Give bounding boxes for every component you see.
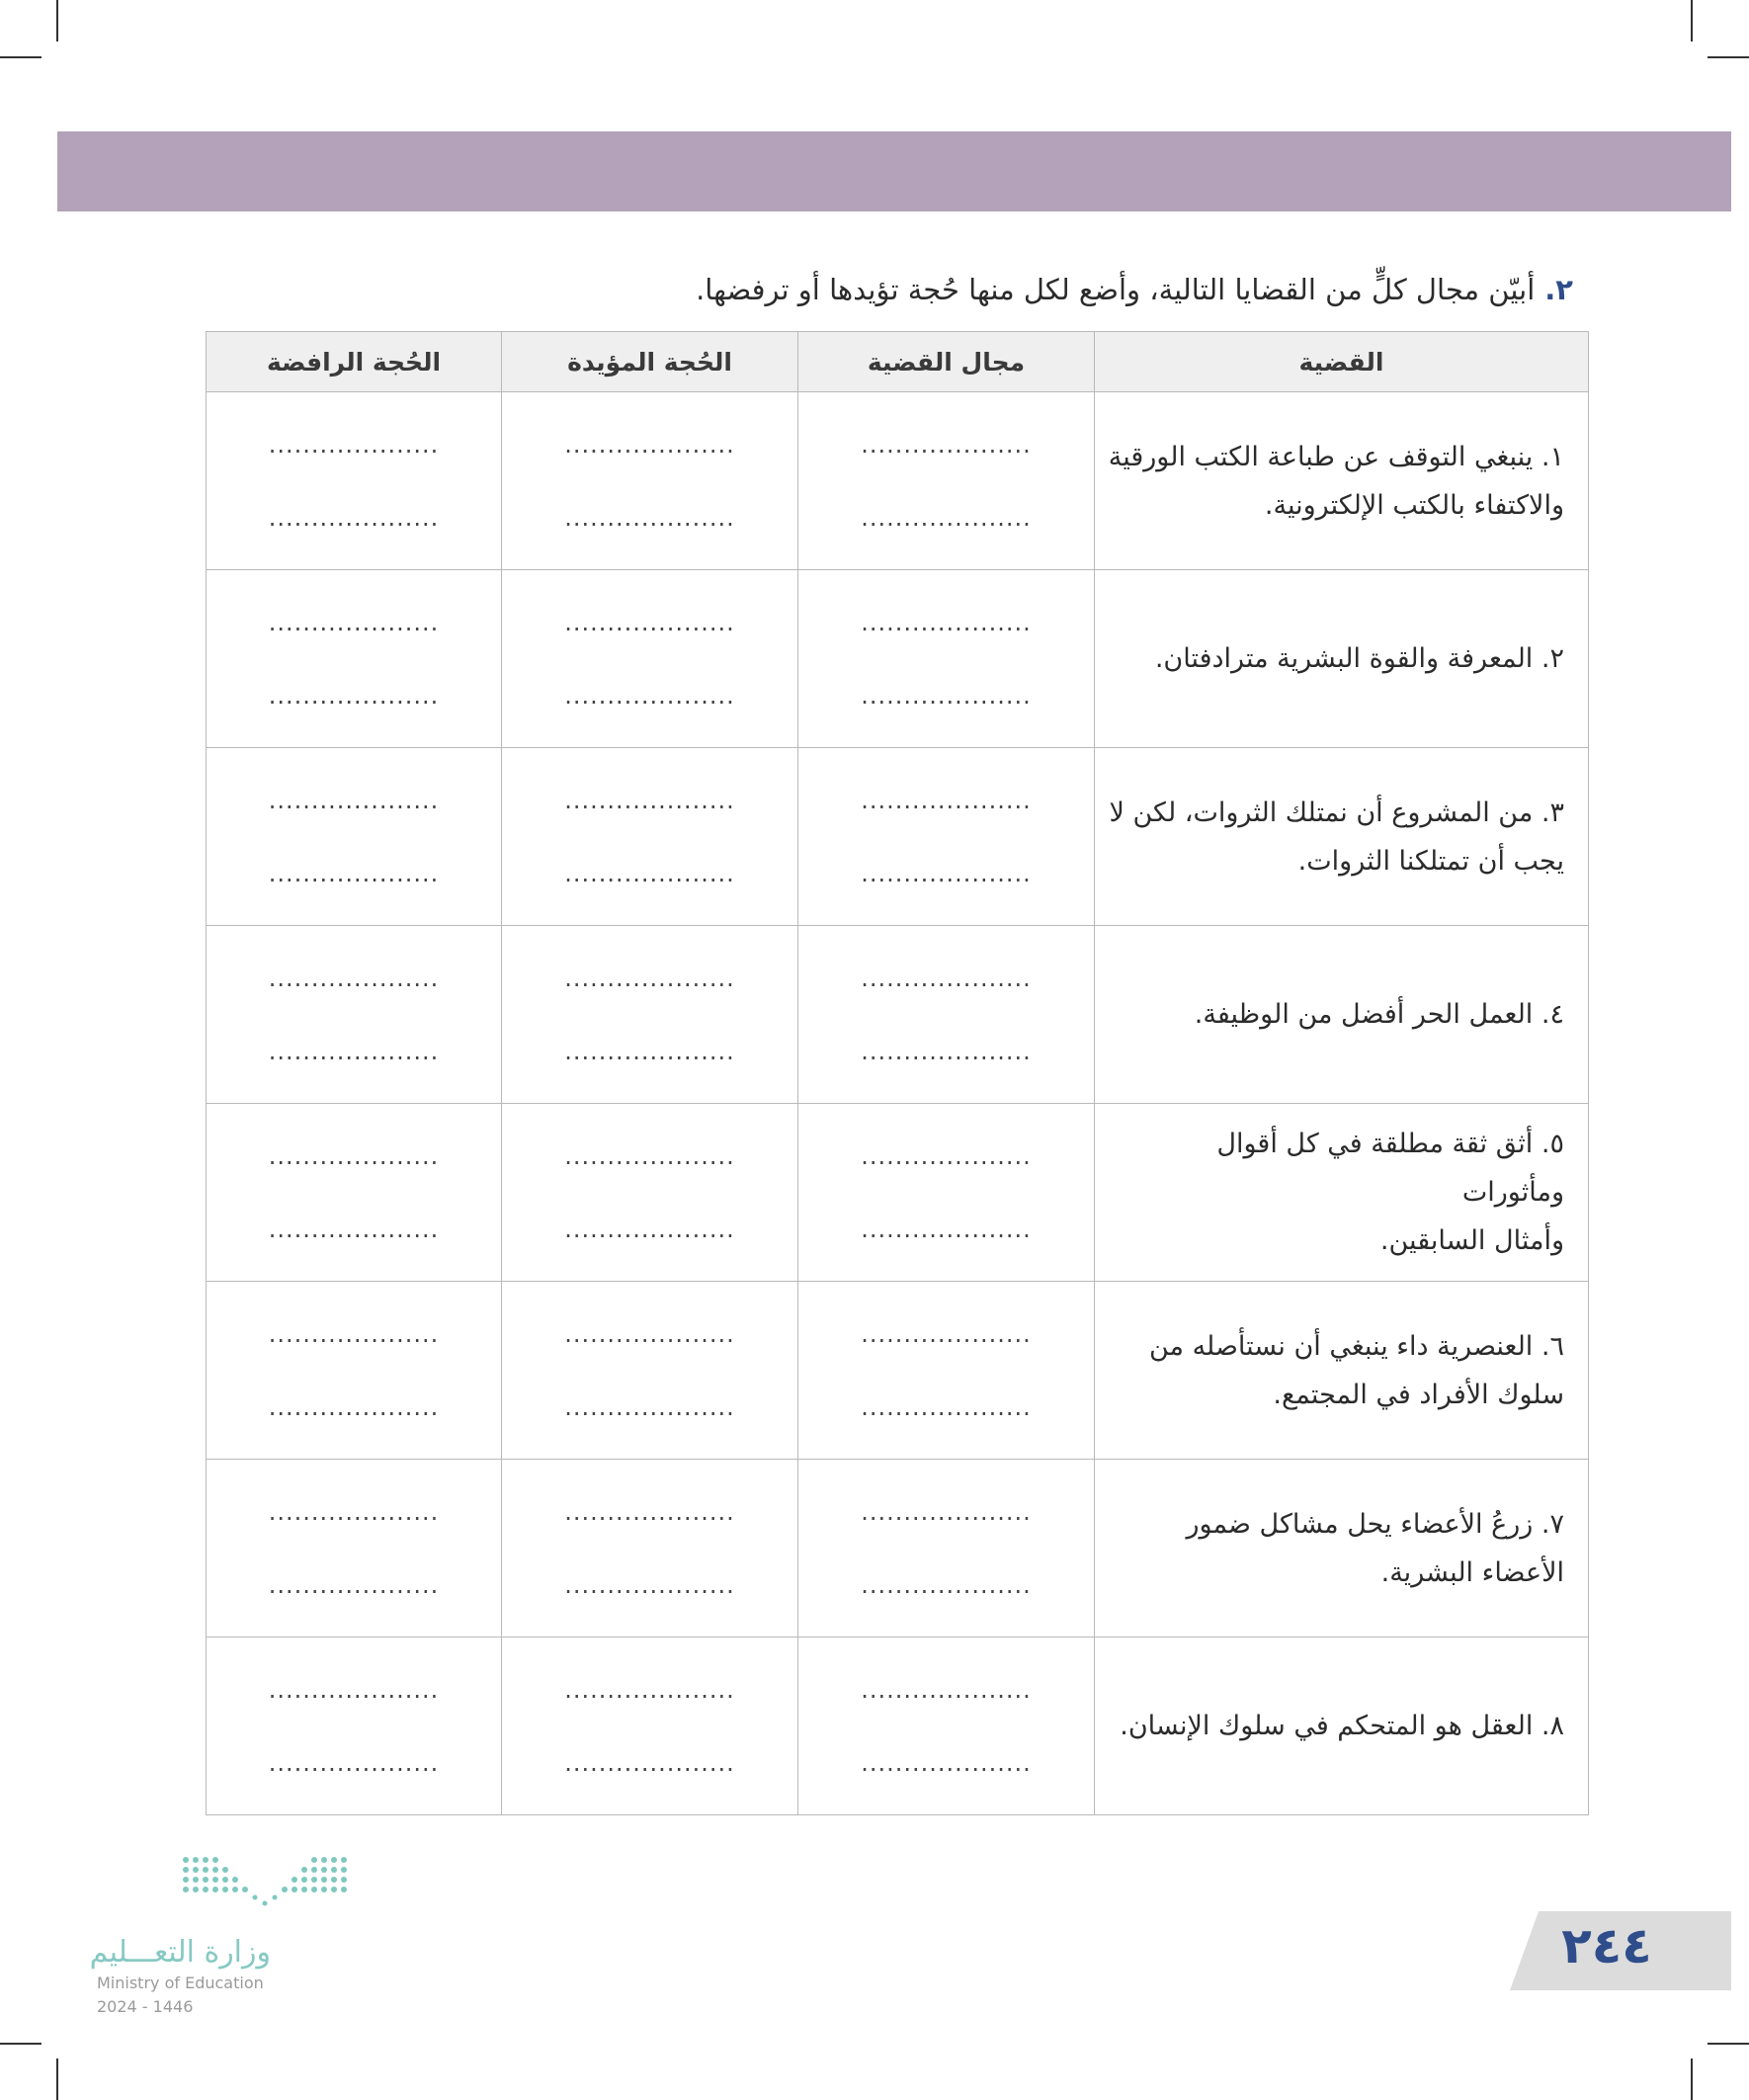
dotted-answer-line: .................... bbox=[268, 503, 440, 532]
issue-text-line: يجب أن تمتلكنا الثروات. bbox=[1297, 845, 1564, 877]
header-supporting-argument: الحُجة المؤيدة bbox=[502, 332, 798, 392]
table-row bbox=[207, 392, 1589, 570]
supporting-answer-cell[interactable] bbox=[502, 1282, 798, 1460]
domain-answer-cell[interactable] bbox=[798, 570, 1095, 748]
issue-text-line: ٨. العقل هو المتحكم في سلوك الإنسان. bbox=[1120, 1711, 1564, 1741]
issue-cell bbox=[1095, 926, 1589, 1104]
dotted-answer-line: .................... bbox=[564, 1141, 735, 1170]
issue-text-line: ٧. زرعُ الأعضاء يحل مشاكل ضمور bbox=[1186, 1508, 1564, 1540]
dotted-answer-line: .................... bbox=[564, 1215, 735, 1243]
opposing-answer-cell[interactable] bbox=[207, 1460, 502, 1638]
supporting-answer-cell[interactable] bbox=[502, 1638, 798, 1815]
ministry-name-arabic: وزارة التعـــليم bbox=[89, 1935, 271, 1970]
issue-text-line: ٦. العنصرية داء ينبغي أن نستأصله من bbox=[1148, 1330, 1564, 1362]
dotted-answer-line: .................... bbox=[861, 1215, 1032, 1243]
ministry-logo bbox=[89, 1854, 350, 2022]
supporting-answer-cell[interactable] bbox=[502, 1460, 798, 1638]
dotted-answer-line: .................... bbox=[268, 1037, 440, 1065]
issue-cell bbox=[1095, 1282, 1589, 1460]
table-row bbox=[207, 1638, 1589, 1815]
crop-mark bbox=[56, 0, 58, 42]
dotted-answer-line: .................... bbox=[861, 608, 1032, 636]
dotted-answer-line: .................... bbox=[268, 608, 440, 636]
dotted-answer-line: .................... bbox=[861, 1141, 1032, 1170]
issue-text-line: الأعضاء البشرية. bbox=[1380, 1556, 1564, 1588]
edition-year: 2024 - 1446 bbox=[97, 1997, 194, 2016]
domain-answer-cell[interactable] bbox=[798, 748, 1095, 926]
opposing-answer-cell[interactable] bbox=[207, 1282, 502, 1460]
dotted-answer-line: .................... bbox=[564, 964, 735, 992]
dotted-answer-line: .................... bbox=[564, 1319, 735, 1348]
dotted-answer-line: .................... bbox=[861, 1748, 1032, 1777]
dotted-answer-line: .................... bbox=[564, 1037, 735, 1065]
dotted-answer-line: .................... bbox=[861, 786, 1032, 814]
table-row bbox=[207, 570, 1589, 748]
issue-cell bbox=[1095, 1104, 1589, 1282]
table-row bbox=[207, 748, 1589, 926]
opposing-answer-cell[interactable] bbox=[207, 1638, 502, 1815]
table-row bbox=[207, 1104, 1589, 1282]
table-row bbox=[207, 926, 1589, 1104]
crop-mark bbox=[1707, 56, 1749, 58]
dotted-answer-line: .................... bbox=[268, 1141, 440, 1170]
header-domain: مجال القضية bbox=[798, 332, 1095, 392]
dotted-answer-line: .................... bbox=[861, 964, 1032, 992]
issue-cell bbox=[1095, 570, 1589, 748]
dotted-answer-line: .................... bbox=[861, 430, 1032, 459]
dotted-answer-line: .................... bbox=[564, 1675, 735, 1704]
dotted-answer-line: .................... bbox=[861, 681, 1032, 710]
question-prompt bbox=[696, 273, 1573, 306]
crop-mark bbox=[0, 2043, 42, 2045]
crop-mark bbox=[1691, 0, 1693, 42]
opposing-answer-cell[interactable] bbox=[207, 926, 502, 1104]
dotted-answer-line: .................... bbox=[861, 1319, 1032, 1348]
domain-answer-cell[interactable] bbox=[798, 1638, 1095, 1815]
supporting-answer-cell[interactable] bbox=[502, 570, 798, 748]
crop-mark bbox=[56, 2058, 58, 2100]
page-number-box bbox=[1510, 1911, 1731, 1990]
dotted-answer-line: .................... bbox=[861, 859, 1032, 887]
issue-cell bbox=[1095, 1638, 1589, 1815]
page-number: ٢٤٤ bbox=[1561, 1917, 1652, 1974]
dotted-answer-line: .................... bbox=[564, 681, 735, 710]
issue-text-line: والاكتفاء بالكتب الإلكترونية. bbox=[1264, 489, 1564, 521]
issue-cell bbox=[1095, 748, 1589, 926]
dotted-answer-line: .................... bbox=[564, 503, 735, 532]
issue-text-line: ٥. أثق ثقة مطلقة في كل أقوال ومأثورات bbox=[1216, 1129, 1564, 1208]
table-row bbox=[207, 1460, 1589, 1638]
ministry-name-english: Ministry of Education bbox=[97, 1974, 264, 1992]
dotted-answer-line: .................... bbox=[564, 1392, 735, 1421]
issue-text-line: ٣. من المشروع أن نمتلك الثروات، لكن لا bbox=[1109, 797, 1564, 828]
issues-table bbox=[206, 331, 1589, 1815]
domain-answer-cell[interactable] bbox=[798, 392, 1095, 570]
dotted-answer-line: .................... bbox=[564, 1497, 735, 1526]
header-issue: القضية bbox=[1095, 332, 1589, 392]
opposing-answer-cell[interactable] bbox=[207, 392, 502, 570]
dotted-answer-line: .................... bbox=[861, 1392, 1032, 1421]
dotted-answer-line: .................... bbox=[861, 1570, 1032, 1599]
ministry-logo-icon bbox=[180, 1854, 350, 1913]
dotted-answer-line: .................... bbox=[564, 608, 735, 636]
opposing-answer-cell[interactable] bbox=[207, 570, 502, 748]
dotted-answer-line: .................... bbox=[861, 1497, 1032, 1526]
opposing-answer-cell[interactable] bbox=[207, 1104, 502, 1282]
crop-mark bbox=[1707, 2043, 1749, 2045]
supporting-answer-cell[interactable] bbox=[502, 392, 798, 570]
domain-answer-cell[interactable] bbox=[798, 926, 1095, 1104]
dotted-answer-line: .................... bbox=[268, 1497, 440, 1526]
question-number: ٢. bbox=[1544, 273, 1573, 306]
dotted-answer-line: .................... bbox=[268, 430, 440, 459]
supporting-answer-cell[interactable] bbox=[502, 748, 798, 926]
issue-cell bbox=[1095, 1460, 1589, 1638]
dotted-answer-line: .................... bbox=[268, 1675, 440, 1704]
crop-mark bbox=[1691, 2058, 1693, 2100]
domain-answer-cell[interactable] bbox=[798, 1282, 1095, 1460]
supporting-answer-cell[interactable] bbox=[502, 1104, 798, 1282]
issue-cell bbox=[1095, 392, 1589, 570]
dotted-answer-line: .................... bbox=[861, 1037, 1032, 1065]
dotted-answer-line: .................... bbox=[268, 1392, 440, 1421]
issue-text-line: ٤. العمل الحر أفضل من الوظيفة. bbox=[1194, 999, 1564, 1030]
dotted-answer-line: .................... bbox=[861, 1675, 1032, 1704]
crop-mark bbox=[0, 56, 42, 58]
dotted-answer-line: .................... bbox=[861, 503, 1032, 532]
dotted-answer-line: .................... bbox=[268, 859, 440, 887]
dotted-answer-line: .................... bbox=[268, 1319, 440, 1348]
table-row bbox=[207, 1282, 1589, 1460]
domain-answer-cell[interactable] bbox=[798, 1104, 1095, 1282]
opposing-answer-cell[interactable] bbox=[207, 748, 502, 926]
dotted-answer-line: .................... bbox=[564, 786, 735, 814]
domain-answer-cell[interactable] bbox=[798, 1460, 1095, 1638]
dotted-answer-line: .................... bbox=[268, 964, 440, 992]
dotted-answer-line: .................... bbox=[268, 786, 440, 814]
question-text: أبيّن مجال كلٍّ من القضايا التالية، وأضع لكل منها حُجة تؤيدها أو ترفضها. bbox=[696, 273, 1536, 306]
issue-text-line: ٢. المعرفة والقوة البشرية مترادفتان. bbox=[1154, 643, 1564, 674]
table-header-row bbox=[207, 332, 1589, 392]
dotted-answer-line: .................... bbox=[268, 1215, 440, 1243]
dotted-answer-line: .................... bbox=[564, 1748, 735, 1777]
dotted-answer-line: .................... bbox=[268, 1748, 440, 1777]
dotted-answer-line: .................... bbox=[564, 430, 735, 459]
dotted-answer-line: .................... bbox=[564, 1570, 735, 1599]
issue-text-line: سلوك الأفراد في المجتمع. bbox=[1273, 1379, 1564, 1410]
issue-text-line: وأمثال السابقين. bbox=[1379, 1225, 1564, 1256]
header-opposing-argument: الحُجة الرافضة bbox=[207, 332, 502, 392]
header-band bbox=[57, 131, 1731, 211]
dotted-answer-line: .................... bbox=[268, 681, 440, 710]
issue-text-line: ١. ينبغي التوقف عن طباعة الكتب الورقية bbox=[1108, 441, 1564, 472]
supporting-answer-cell[interactable] bbox=[502, 926, 798, 1104]
dotted-answer-line: .................... bbox=[564, 859, 735, 887]
dotted-answer-line: .................... bbox=[268, 1570, 440, 1599]
